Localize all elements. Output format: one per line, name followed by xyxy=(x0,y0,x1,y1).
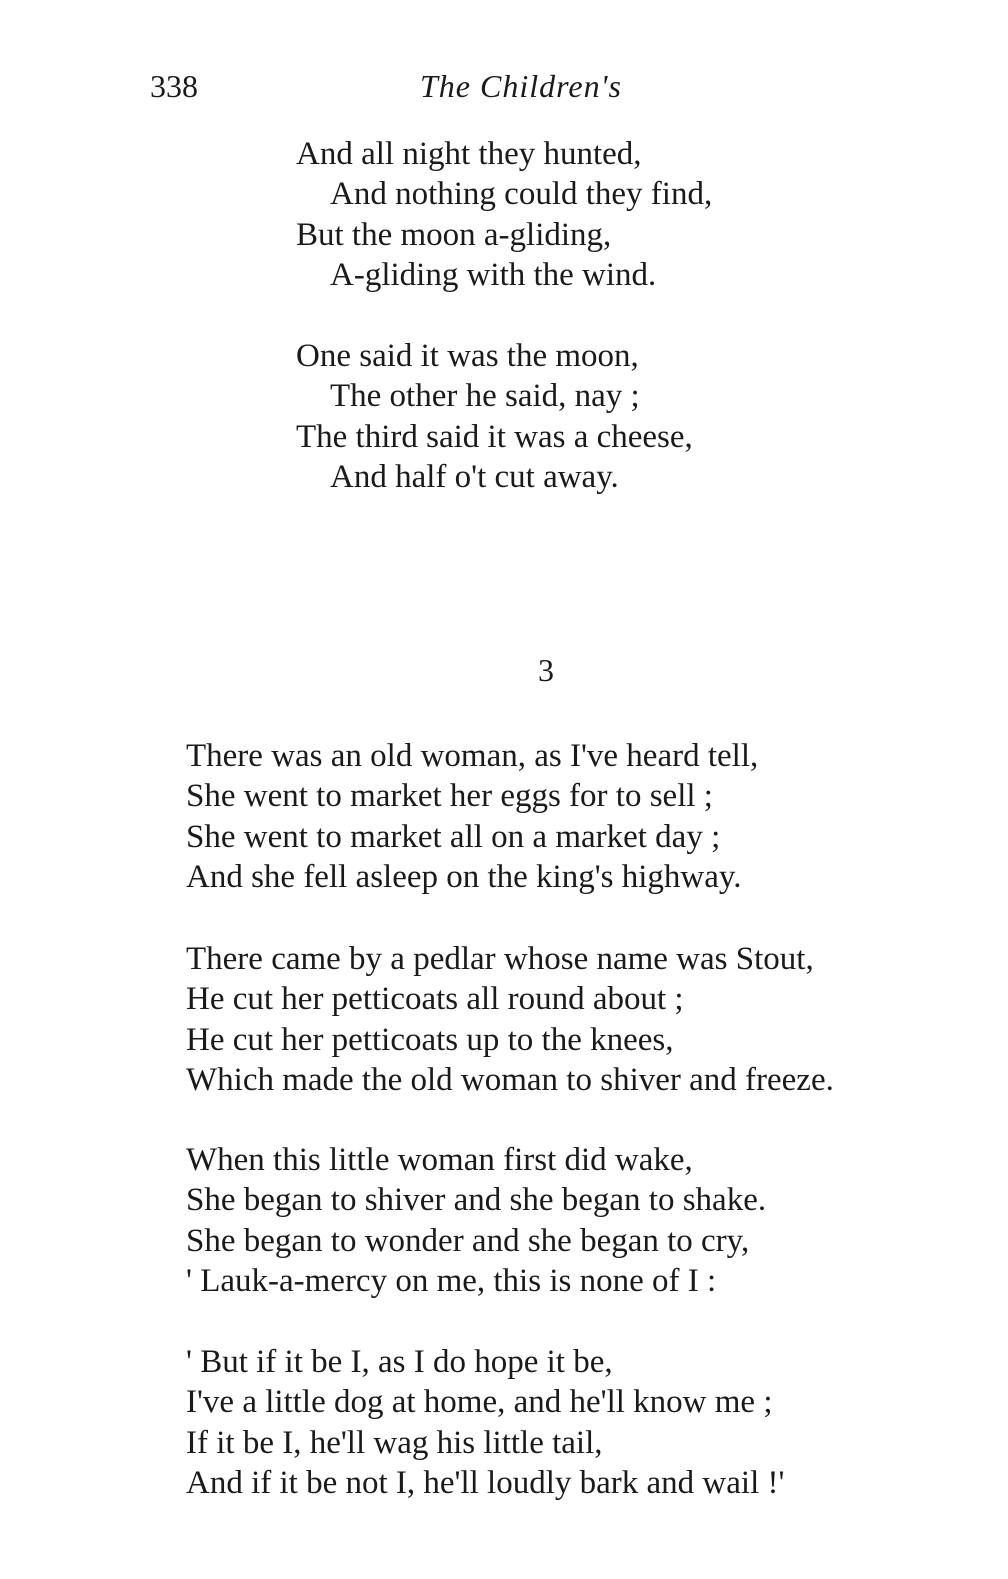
verse-line: She went to market all on a market day ; xyxy=(186,818,721,855)
verse-line: The other he said, nay ; xyxy=(330,378,640,415)
stanza xyxy=(296,134,712,295)
verse-line: A-gliding with the wind. xyxy=(330,256,657,293)
stanza xyxy=(186,1342,784,1503)
verse-line: There was an old woman, as I've heard tell, xyxy=(186,738,759,774)
verse-line: ' Lauk-a-mercy on me, this is none of I : xyxy=(186,1262,717,1299)
verse-line: One said it was the moon, xyxy=(296,338,639,374)
verse-line: Which made the old woman to shiver and freeze. xyxy=(186,1061,834,1098)
verse-line: The third said it was a cheese, xyxy=(296,418,693,455)
verse-line: He cut her petticoats all round about ; xyxy=(186,981,684,1018)
verse-line: If it be I, he'll wag his little tail, xyxy=(186,1424,603,1461)
verse-line: ' But if it be I, as I do hope it be, xyxy=(186,1344,613,1380)
verse-line: And if it be not I, he'll loudly bark and wail !' xyxy=(186,1464,785,1501)
stanza xyxy=(296,336,693,497)
stanza xyxy=(186,736,758,897)
verse-line: She went to market her eggs for to sell ; xyxy=(186,778,713,815)
verse-line: She began to wonder and she began to cry, xyxy=(186,1222,750,1259)
verse-line: And she fell asleep on the king's highway. xyxy=(186,858,742,895)
verse-line: When this little woman first did wake, xyxy=(186,1142,693,1178)
stanza xyxy=(186,939,834,1100)
verse-line: There came by a pedlar whose name was Stout, xyxy=(186,941,814,977)
verse-line: And nothing could they find, xyxy=(330,176,713,213)
verse-line: And all night they hunted, xyxy=(296,136,642,172)
stanza xyxy=(186,1140,766,1301)
section-number: 3 xyxy=(538,652,554,688)
verse-line: She began to shiver and she began to shake. xyxy=(186,1182,767,1219)
page-number: 338 xyxy=(150,68,198,104)
verse-line: And half o't cut away. xyxy=(330,458,619,495)
verse-line: He cut her petticoats up to the knees, xyxy=(186,1021,674,1058)
verse-line: But the moon a-gliding, xyxy=(296,216,612,253)
running-head: The Children's xyxy=(420,68,622,104)
verse-line: I've a little dog at home, and he'll know me ; xyxy=(186,1384,773,1421)
